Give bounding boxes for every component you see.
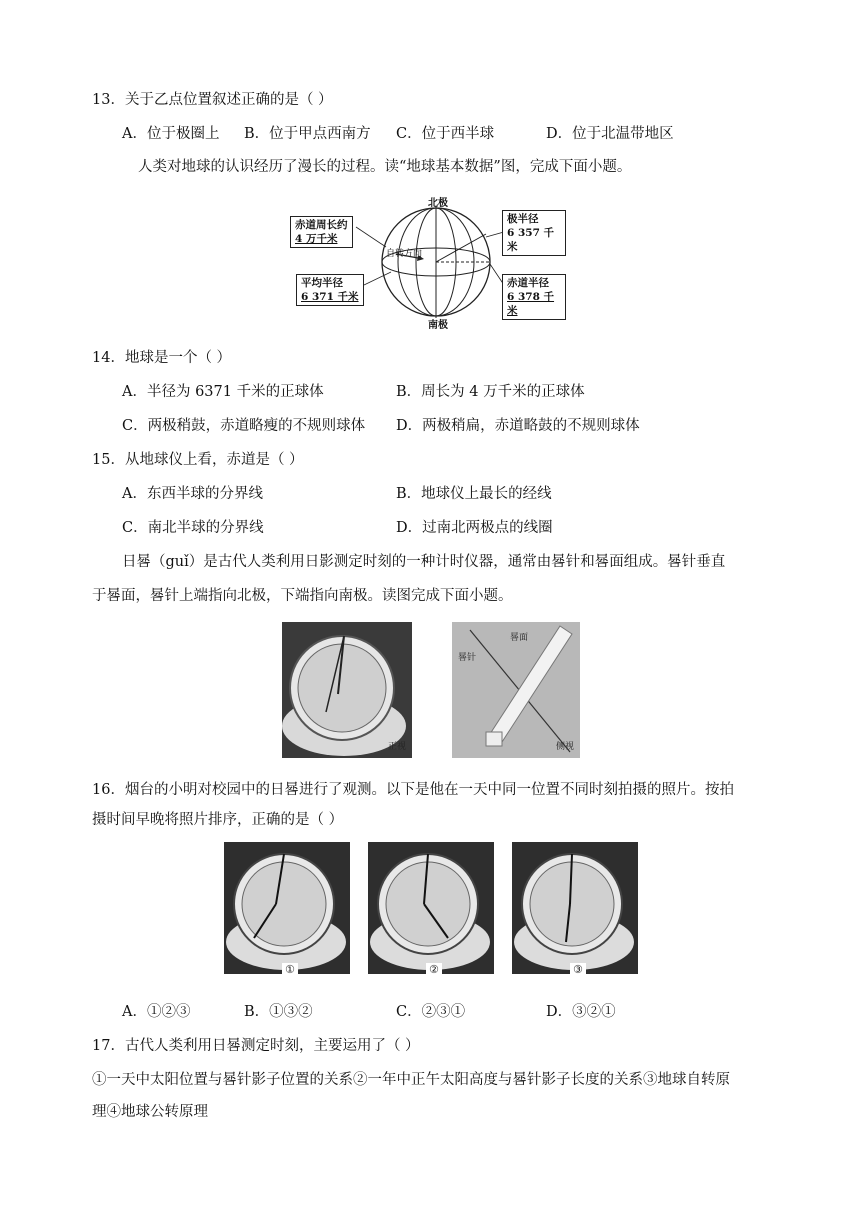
q16-option-b: B．①③②	[244, 1004, 313, 1020]
mean-radius-title: 平均半径	[301, 277, 343, 289]
south-pole-label: 南极	[428, 320, 448, 331]
equator-circumference-value: 4 万千米	[295, 233, 338, 245]
needle-label: 晷针	[458, 653, 477, 663]
q14-option-b: B．周长为 4 万千米的正球体	[396, 384, 585, 400]
polar-radius-value: 6 357 千米	[507, 227, 555, 253]
rotation-label: 自转方向	[386, 249, 423, 259]
q13-option-a: A．位于极圈上	[122, 126, 220, 142]
equatorial-radius-box	[502, 274, 566, 320]
equatorial-radius-value: 6 378 千米	[507, 291, 555, 317]
q14-option-a: A．半径为 6371 千米的正球体	[122, 384, 324, 400]
q13-option-c: C．位于西半球	[396, 126, 495, 142]
equator-circumference-title: 赤道周长约	[295, 219, 348, 231]
q17-choices-line1: ①一天中太阳位置与晷针影子位置的关系②一年中正午太阳高度与晷针影子长度的关系③地球自转原	[92, 1072, 730, 1088]
sundial-intro-line1: 日晷（guǐ）是古代人类利用日影测定时刻的一种计时仪器，通常由晷针和晷面组成。晷针垂直	[122, 554, 726, 570]
q15-stem: 15．从地球仪上看，赤道是（ ）	[92, 452, 304, 468]
sundial-photo-2	[368, 842, 494, 974]
polar-radius-title: 极半径	[507, 213, 539, 225]
sundial-side-photo	[452, 622, 580, 758]
north-pole-label: 北极	[428, 198, 448, 209]
q14-option-c: C．两极稍鼓，赤道略瘦的不规则球体	[122, 418, 366, 434]
photo-3-label: ③	[570, 963, 586, 974]
q17-choices-line2: 理④地球公转原理	[92, 1104, 208, 1120]
sundial-front-photo	[282, 622, 412, 758]
q15-option-d: D．过南北两极点的线圈	[396, 520, 553, 536]
q13-option-b: B．位于甲点西南方	[244, 126, 371, 142]
q16-stem-line1: 16．烟台的小明对校园中的日晷进行了观测。以下是他在一天中同一位置不同时刻拍摄的照片。按拍	[92, 782, 734, 798]
q16-stem-line2: 摄时间早晚将照片排序，正确的是（ ）	[92, 812, 344, 828]
q14-option-d: D．两极稍扁，赤道略鼓的不规则球体	[396, 418, 640, 434]
polar-radius-box	[502, 210, 566, 256]
mean-radius-value: 6 371 千米	[301, 291, 359, 303]
q17-stem: 17．古代人类利用日晷测定时刻，主要运用了（ ）	[92, 1038, 420, 1054]
side-view-caption: 侧视	[555, 742, 574, 752]
earth-data-figure	[286, 192, 566, 332]
q15-option-a: A．东西半球的分界线	[122, 486, 263, 502]
equatorial-radius-title: 赤道半径	[507, 277, 549, 289]
sundial-intro-line2: 于晷面，晷针上端指向北极，下端指向南极。读图完成下面小题。	[92, 588, 513, 604]
photo-1-label: ①	[282, 963, 298, 974]
photo-2-label: ②	[426, 963, 442, 974]
intro-earth-data: 人类对地球的认识经历了漫长的过程。读“地球基本数据”图，完成下面小题。	[138, 159, 632, 175]
q16-option-a: A．①②③	[122, 1004, 191, 1020]
sundial-photo-3	[512, 842, 638, 974]
q13-option-d: D．位于北温带地区	[546, 126, 674, 142]
q13-stem: 13．关于乙点位置叙述正确的是（ ）	[92, 92, 333, 108]
mean-radius-box	[296, 274, 364, 306]
q14-stem: 14．地球是一个（ ）	[92, 350, 232, 366]
face-label: 晷面	[510, 633, 529, 643]
q16-option-d: D．③②①	[546, 1004, 616, 1020]
equator-circumference-box	[290, 216, 353, 248]
front-view-caption: 正视	[387, 742, 406, 752]
q16-option-c: C．②③①	[396, 1004, 466, 1020]
sundial-photo-1	[224, 842, 350, 974]
q15-option-c: C．南北半球的分界线	[122, 520, 264, 536]
q15-option-b: B．地球仪上最长的经线	[396, 486, 552, 502]
